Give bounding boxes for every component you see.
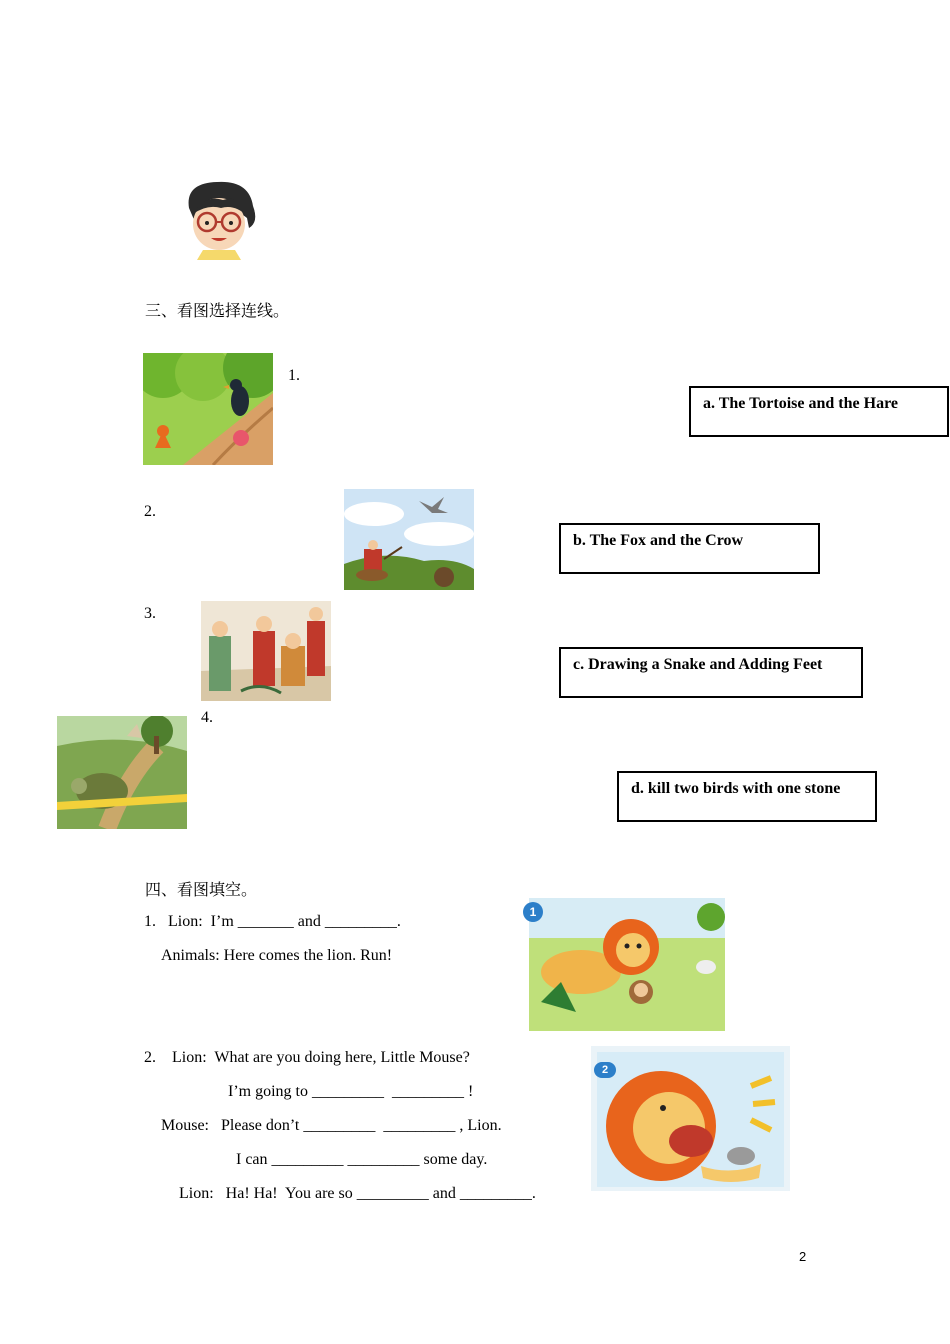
tortoise-hare-picture <box>57 716 187 829</box>
q2-line-4: I can _________ _________ some day. <box>236 1151 488 1168</box>
q1-line-1: 1. Lion: I’m _______ and _________. <box>144 913 401 930</box>
section-3-heading: 三、看图选择连线。 <box>145 301 290 320</box>
option-c-box[interactable] <box>559 647 863 698</box>
item-number-2: 2. <box>144 503 156 520</box>
option-b-label: b. The Fox and the Crow <box>573 532 744 549</box>
q2-line-1: 2. Lion: What are you doing here, Little Mouse? <box>144 1049 470 1066</box>
item-number-1: 1. <box>288 367 300 384</box>
q1-line-2: Animals: Here comes the lion. Run! <box>161 947 393 964</box>
option-c-label: c. Drawing a Snake and Adding Feet <box>573 656 823 673</box>
snake-feet-picture <box>201 601 331 701</box>
picture-badge-1: 1 <box>523 902 543 922</box>
option-a-box[interactable] <box>689 386 949 437</box>
option-a-label: a. The Tortoise and the Hare <box>703 395 898 412</box>
lion-laughing-picture <box>591 1046 790 1191</box>
page-number: 2 <box>799 1249 807 1264</box>
option-d-label: d. kill two birds with one stone <box>631 780 841 797</box>
item-number-4: 4. <box>201 709 213 726</box>
q2-line-3: Mouse: Please don’t _________ _________ , Lion. <box>161 1117 502 1134</box>
girl-avatar <box>175 178 265 260</box>
two-birds-picture <box>344 489 474 590</box>
q2-line-2: I’m going to _________ _________ ! <box>228 1083 474 1100</box>
lion-chasing-picture <box>521 892 729 1035</box>
option-d-box[interactable] <box>617 771 877 822</box>
q2-line-5: Lion: Ha! Ha! You are so _________ and _________. <box>179 1185 536 1202</box>
option-b-box[interactable] <box>559 523 820 574</box>
item-number-3: 3. <box>144 605 156 622</box>
section-4-heading: 四、看图填空。 <box>145 880 258 899</box>
fox-and-crow-picture <box>143 353 273 465</box>
picture-badge-2: 2 <box>594 1062 616 1078</box>
